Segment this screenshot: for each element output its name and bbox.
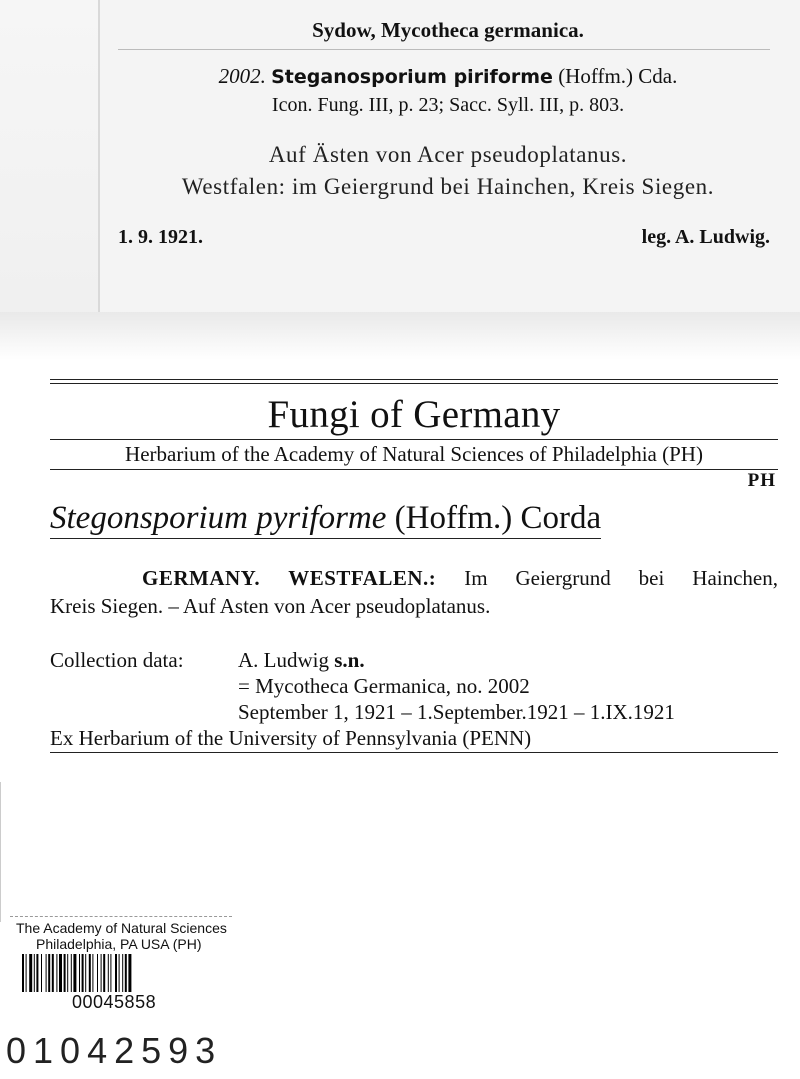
sydow-series-title: Sydow, Mycotheca germanica. bbox=[312, 18, 584, 42]
label-shadow bbox=[0, 312, 800, 360]
collection-data-label: Collection data: bbox=[50, 648, 184, 672]
sydow-divider bbox=[118, 49, 770, 50]
label-bottom-rule bbox=[50, 752, 778, 753]
label-title: Fungi of Germany bbox=[267, 393, 561, 436]
locality-line-1 bbox=[50, 566, 778, 591]
collector-name: A. Ludwig bbox=[238, 648, 329, 672]
barcode-graphic bbox=[22, 954, 220, 992]
collector-number: s.n. bbox=[334, 648, 365, 672]
sydow-number: 2002. bbox=[218, 64, 266, 88]
locality-line-2: Kreis Siegen. – Auf Asten von Acer pseudoplatanus. bbox=[50, 594, 491, 618]
title-rule bbox=[50, 439, 778, 440]
sydow-species-line bbox=[98, 64, 798, 89]
sydow-host: Auf Ästen von Acer pseudoplatanus. bbox=[268, 142, 628, 167]
sydow-species-author: (Hoffm.) Cda. bbox=[558, 64, 678, 88]
taxon-author: (Hoffm.) Corda bbox=[394, 500, 602, 536]
label-top-rule-2 bbox=[50, 383, 778, 384]
herbarium-rule bbox=[50, 469, 778, 470]
ex-herbarium: Ex Herbarium of the University of Pennsylvania (PENN) bbox=[50, 726, 532, 750]
sydow-species-name: Steganosporium piriforme bbox=[271, 66, 553, 88]
sticker-location: Philadelphia, PA USA (PH) bbox=[36, 936, 202, 952]
taxon-name-line bbox=[50, 500, 601, 539]
sydow-references: Icon. Fung. III, p. 23; Sacc. Syll. III, p. 803. bbox=[271, 94, 625, 116]
locality-country: GERMANY. WESTFALEN.: bbox=[142, 566, 437, 590]
collection-dates: September 1, 1921 – 1.September.1921 – 1.IX.1921 bbox=[238, 700, 675, 724]
sydow-locality: Westfalen: im Geiergrund bei Hainchen, Kreis Siegen. bbox=[181, 174, 715, 199]
barcode-number: 00045858 bbox=[72, 992, 157, 1012]
sticker-institution: The Academy of Natural Sciences bbox=[16, 920, 227, 936]
exsiccata-line: = Mycotheca Germanica, no. 2002 bbox=[238, 674, 530, 698]
label-top-rule bbox=[50, 379, 778, 380]
stamp-number: 01042593 bbox=[6, 1030, 223, 1071]
sheet-edge bbox=[0, 782, 1, 922]
ph-code: PH bbox=[747, 470, 776, 491]
sydow-collector: leg. A. Ludwig. bbox=[641, 226, 770, 248]
locality-detail: Im Geiergrund bei Hainchen, bbox=[464, 566, 778, 590]
collector-line bbox=[238, 648, 365, 673]
sydow-date: 1. 9. 1921. bbox=[118, 226, 203, 248]
herbarium-name: Herbarium of the Academy of Natural Sciences of Philadelphia (PH) bbox=[125, 442, 703, 466]
taxon-name: Stegonsporium pyriforme bbox=[50, 500, 387, 536]
